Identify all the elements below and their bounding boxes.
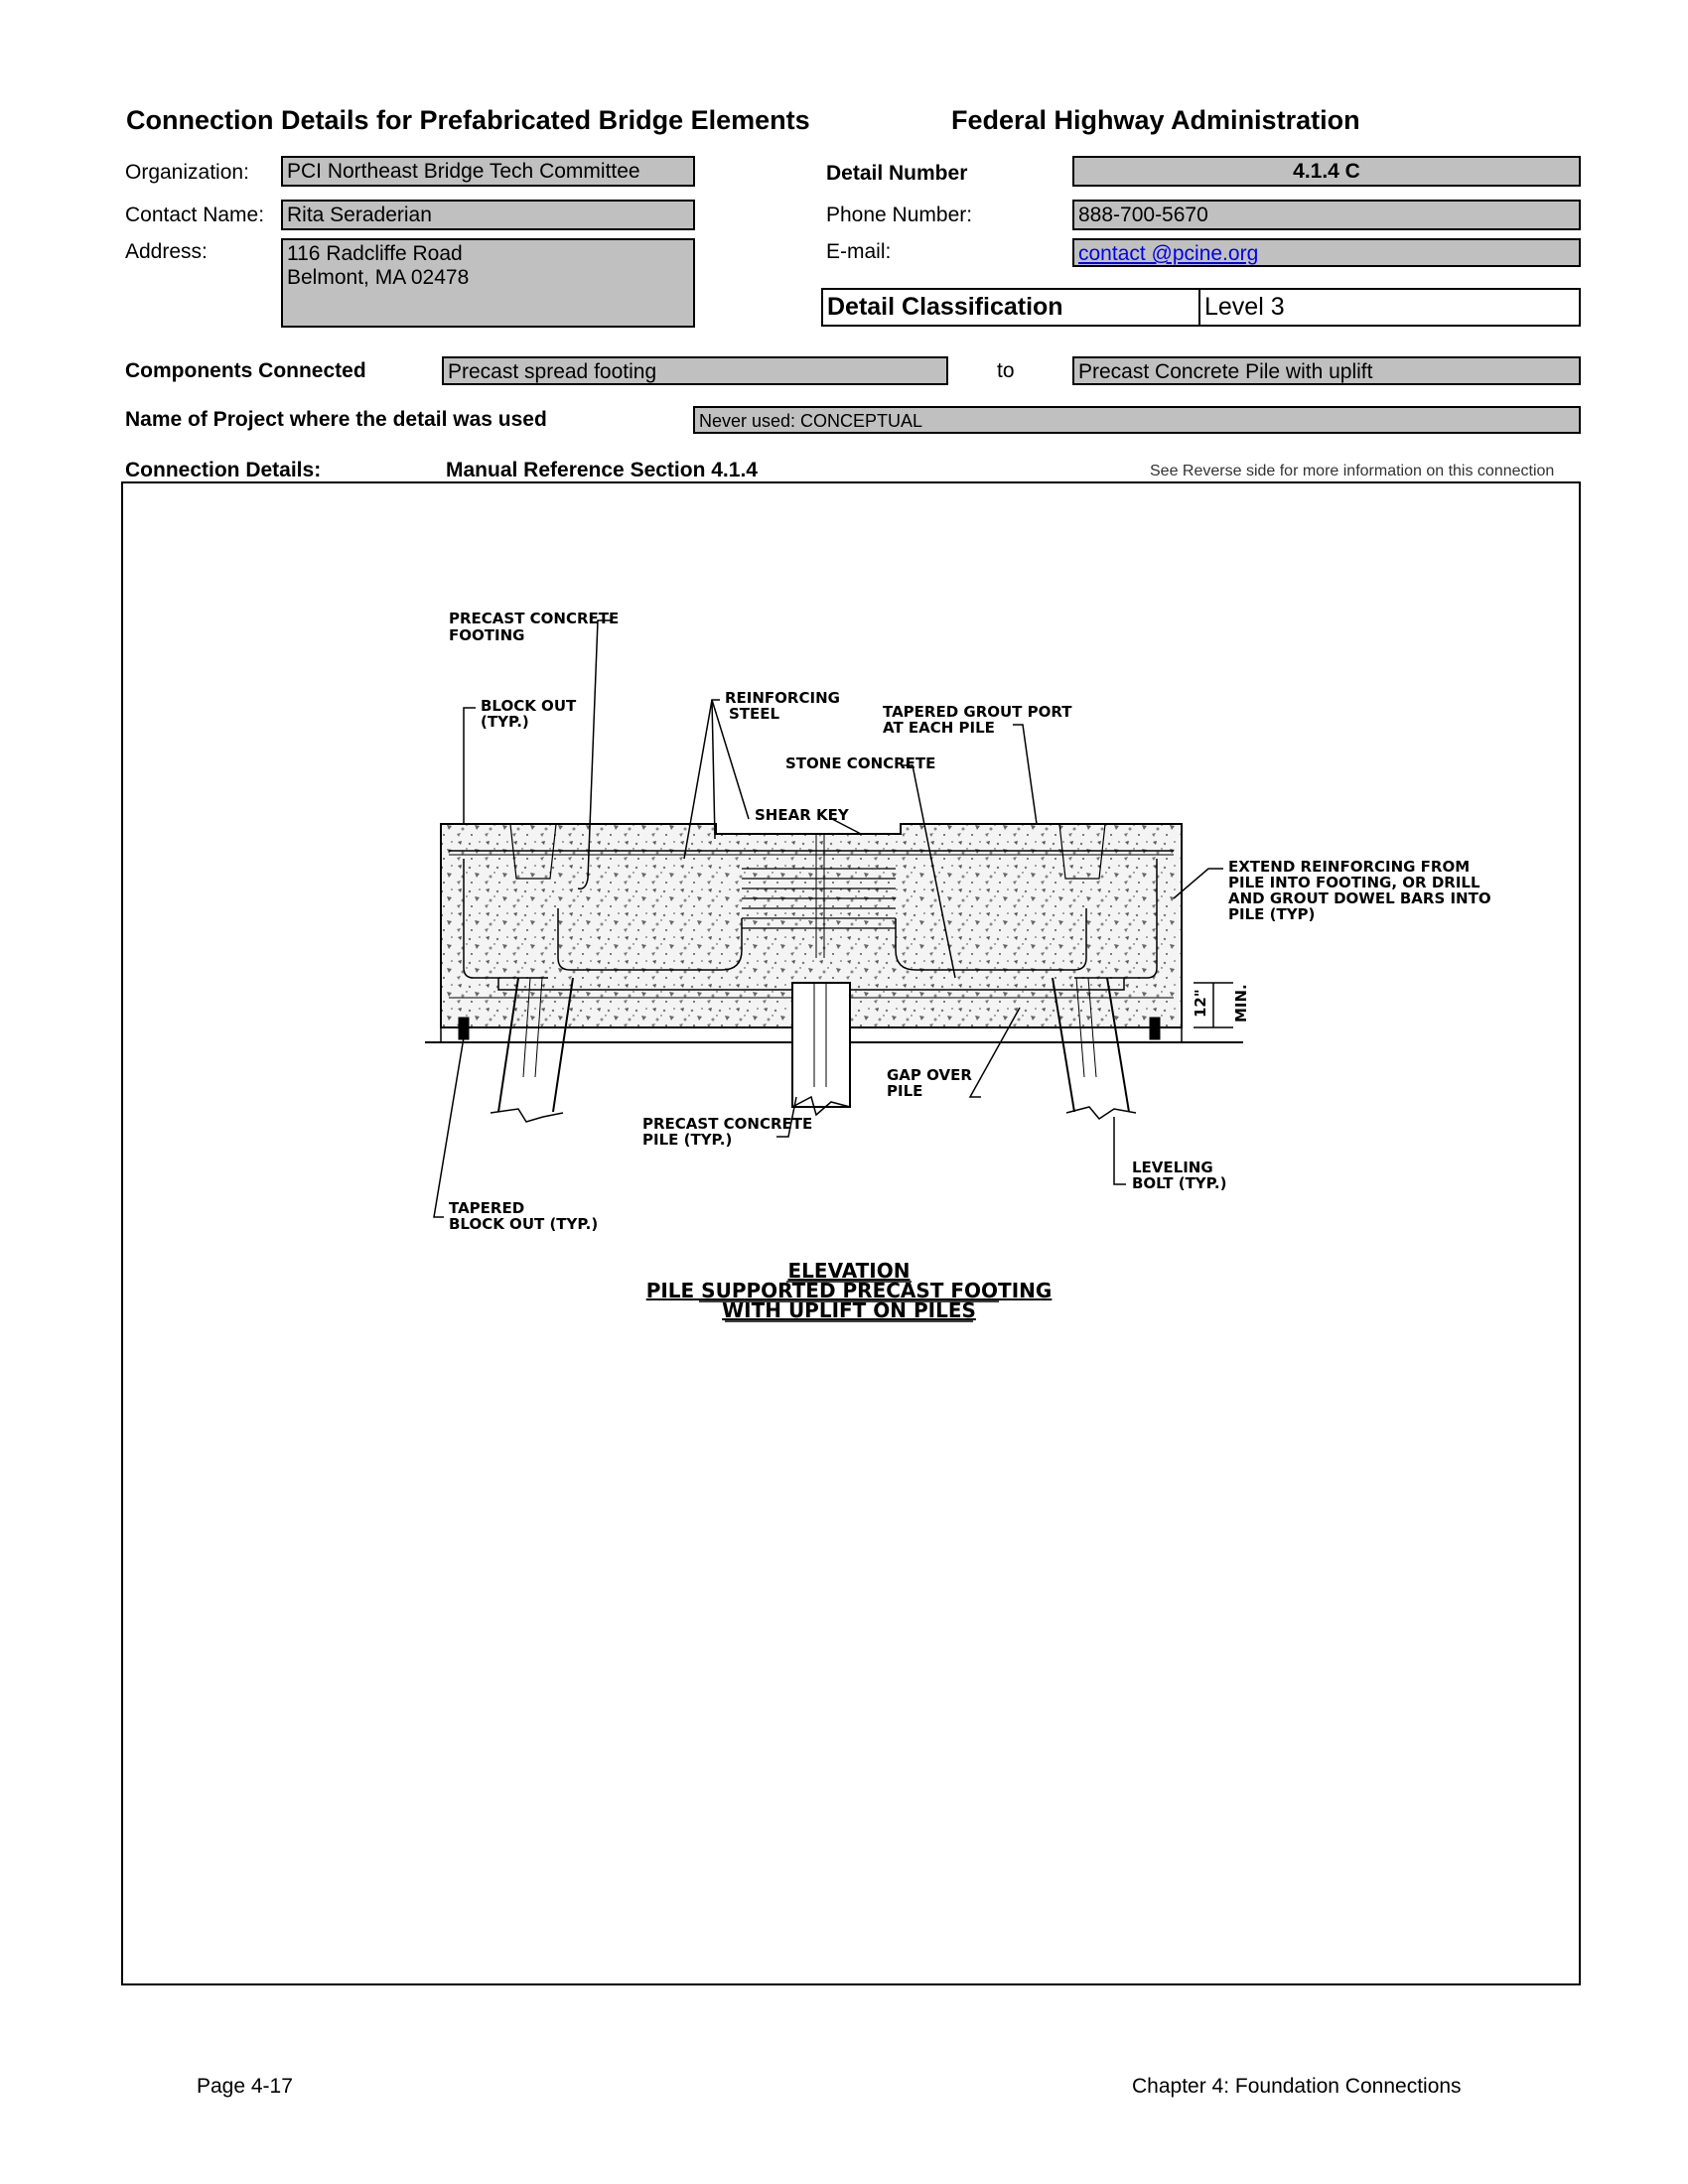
label-shear-key: SHEAR KEY	[755, 806, 849, 824]
label-precast-footing-1: PRECAST CONCRETE	[449, 610, 620, 627]
email-link[interactable]: contact @pcine.org	[1072, 238, 1581, 267]
email-label: E-mail:	[826, 240, 892, 263]
label-gap-1: GAP OVER	[887, 1066, 972, 1084]
reverse-note: See Reverse side for more information on this connection	[1150, 463, 1555, 479]
caption-line1: ELEVATION	[787, 1259, 911, 1283]
label-block-out-1: BLOCK OUT	[481, 697, 577, 715]
label-reinforcing-1: REINFORCING	[725, 689, 840, 707]
detail-classification	[821, 288, 1581, 327]
component-to-field: Precast Concrete Pile with uplift	[1072, 356, 1581, 385]
caption-line3: WITH UPLIFT ON PILES	[722, 1298, 976, 1322]
label-block-out-2: (TYP.)	[481, 713, 529, 731]
classification-value: Level 3	[1204, 293, 1285, 321]
contact-field: Rita Seraderian	[281, 200, 695, 230]
organization-field: PCI Northeast Bridge Tech Committee	[281, 156, 695, 187]
phone-label: Phone Number:	[826, 204, 973, 226]
label-pile-1: PRECAST CONCRETE	[642, 1115, 813, 1133]
label-pile-2: PILE (TYP.)	[642, 1131, 733, 1149]
label-tapered-2: BLOCK OUT (TYP.)	[449, 1215, 599, 1233]
page-title: Connection Details for Prefabricated Bridge Elements	[126, 105, 810, 135]
address-line1: 116 Radcliffe Road	[287, 242, 463, 265]
address-field	[281, 238, 695, 328]
label-grout-port-2: AT EACH PILE	[883, 719, 995, 737]
caption-line2: PILE SUPPORTED PRECAST FOOTING	[645, 1279, 1053, 1302]
label-grout-port-1: TAPERED GROUT PORT	[883, 703, 1072, 721]
label-extend-3: AND GROUT DOWEL BARS INTO	[1228, 889, 1491, 907]
label-leveling-2: BOLT (TYP.)	[1132, 1174, 1227, 1192]
address-line2: Belmont, MA 02478	[287, 266, 470, 289]
classification-label: Detail Classification	[823, 290, 1200, 325]
address-label: Address:	[125, 240, 208, 263]
chapter-label: Chapter 4: Foundation Connections	[1132, 2075, 1462, 2098]
label-dim-min: MIN.	[1232, 984, 1250, 1023]
label-extend-4: PILE (TYP)	[1228, 905, 1316, 923]
agency-title: Federal Highway Administration	[951, 105, 1360, 135]
detail-number-label: Detail Number	[826, 162, 968, 185]
detail-number-field: 4.1.4 C	[1072, 156, 1581, 187]
label-gap-2: PILE	[887, 1082, 923, 1100]
phone-field: 888-700-5670	[1072, 200, 1581, 230]
manual-reference: Manual Reference Section 4.1.4	[446, 459, 758, 481]
label-tapered-1: TAPERED	[449, 1199, 525, 1217]
elevation-drawing	[121, 481, 1581, 1985]
organization-label: Organization:	[125, 161, 249, 184]
project-label: Name of Project where the detail was used	[125, 408, 547, 431]
label-leveling-1: LEVELING	[1132, 1159, 1213, 1176]
component-from-field: Precast spread footing	[442, 356, 948, 385]
contact-label: Contact Name:	[125, 204, 265, 226]
project-field: Never used: CONCEPTUAL	[693, 406, 1581, 434]
connection-details-label: Connection Details:	[125, 459, 322, 481]
label-reinforcing-2: STEEL	[729, 705, 780, 723]
label-precast-footing-2: FOOTING	[449, 626, 525, 644]
label-stone-concrete: STONE CONCRETE	[785, 754, 936, 772]
components-label: Components Connected	[125, 359, 366, 382]
page-number: Page 4-17	[197, 2075, 293, 2098]
to-label: to	[997, 359, 1015, 382]
label-extend-2: PILE INTO FOOTING, OR DRILL	[1228, 874, 1480, 891]
label-extend-1: EXTEND REINFORCING FROM	[1228, 858, 1471, 876]
label-dim-value: 12"	[1192, 989, 1209, 1018]
